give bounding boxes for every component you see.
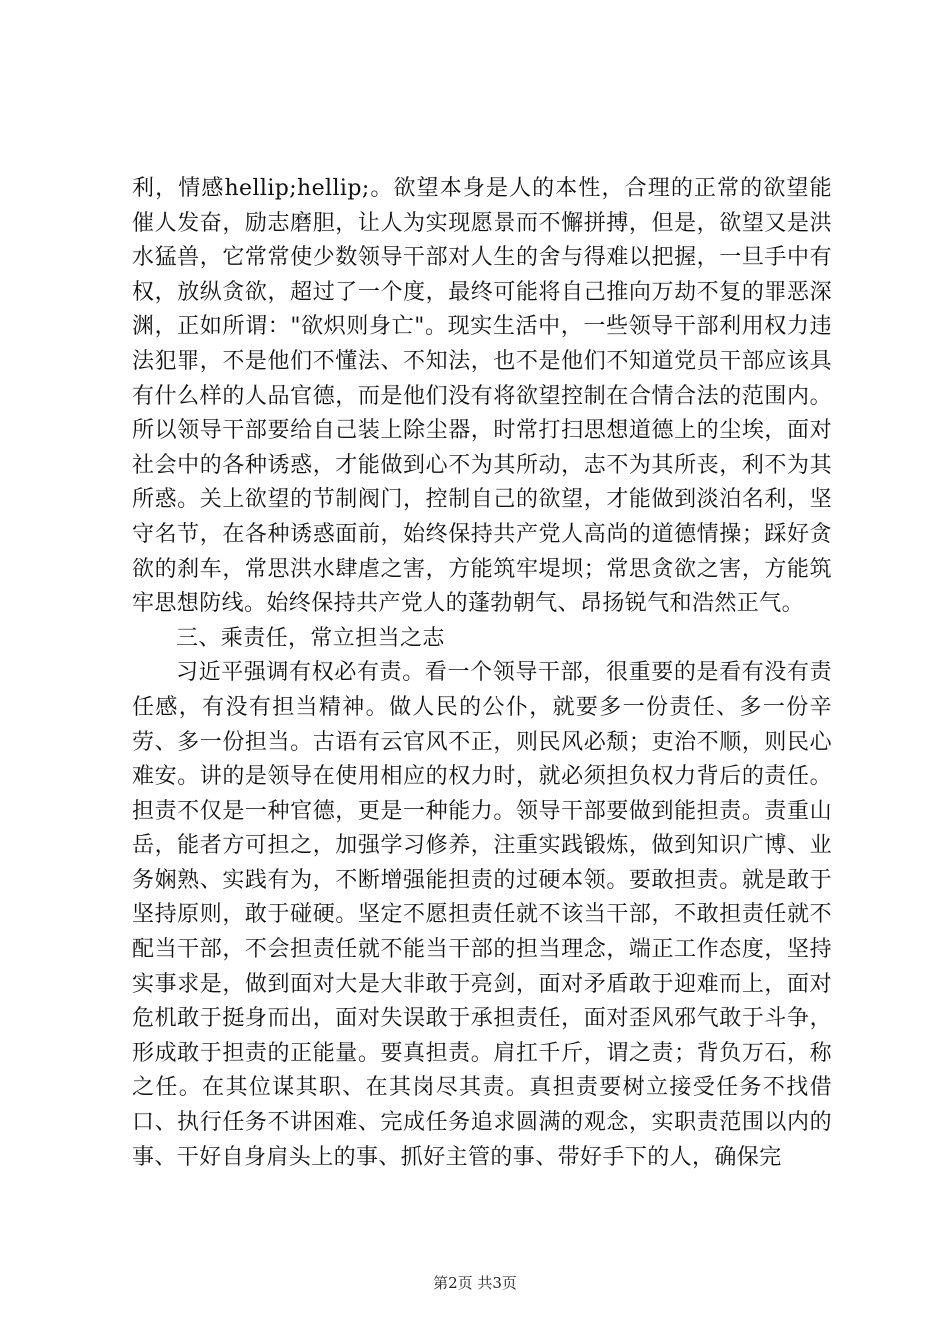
body-paragraph-desire: 利，情感hellip;hellip;。欲望本身是人的本性，合理的正常的欲望能催人发奋，励志磨胆，让人为实现愿景而不懈拼搏，但是，欲望又是洪水猛兽，它常常使少数领导干部对人生的舍与得难以把握，一旦手中有权，放纵贪欲，超过了一个度，最终可能将自己推向万劫不复的罪恶深渊，正如所谓："欲炽则身亡"。现实生活中，一些领导干部利用权力违法犯罪，不是他们不懂法、不知法，也不是他们不知道党员干部应该具有什么样的人品官德，而是他们没有将欲望控制在合情合法的范围内。所以领导干部要给自己装上除尘器，时常打扫思想道德上的尘埃，面对社会中的各种诱惑，才能做到心不为其所动，志不为其所丧，利不为其所惑。关上欲望的节制阀门，控制自己的欲望，才能做到淡泊名利，坚守名节，在各种诱惑面前，始终保持共产党人高尚的道德情操；踩好贪欲的刹车，常思洪水肆虐之害，方能筑牢堤坝；常思贪欲之害，方能筑牢思想防线。始终保持共产党人的蓬勃朝气、昂扬锐气和浩然正气。: [132, 176, 832, 617]
section-heading-responsibility: 三、乘责任，常立担当之志: [176, 625, 445, 651]
document-body: [132, 172, 832, 1175]
page-number-footer: 第2页 共3页: [433, 1274, 517, 1292]
body-paragraph-responsibility: 习近平强调有权必有责。看一个领导干部，很重要的是看有没有责任感，有没有担当精神。做人民的公仆，就要多一份责任、多一份辛劳、多一份担当。古语有云官风不正，则民风必颓；吏治不顺，则民心难安。讲的是领导在使用相应的权力时，就必须担负权力背后的责任。担责不仅是一种官德，更是一种能力。领导干部要做到能担责。责重山岳，能者方可担之，加强学习修养，注重实践锻炼，做到知识广博、业务娴熟、实践有为，不断增强能担责的过硬本领。要敢担责。就是敢于坚持原则，敢于碰硬。坚定不愿担责任就不该当干部，不敢担责任就不配当干部，不会担责任就不能当干部的担当理念，端正工作态度，坚持实事求是，做到面对大是大非敢于亮剑，面对矛盾敢于迎难而上，面对危机敢于挺身而出，面对失误敢于承担责任，面对歪风邪气敢于斗争，形成敢于担责的正能量。要真担责。肩扛千斤，谓之责；背负万石，称之任。在其位谋其职、在其岗尽其责。真担责要树立接受任务不找借口、执行任务不讲困难、完成任务追求圆满的观念，实职责范围以内的事、干好自身肩头上的事、抓好主管的事、带好手下的人，确保完: [132, 660, 832, 1170]
